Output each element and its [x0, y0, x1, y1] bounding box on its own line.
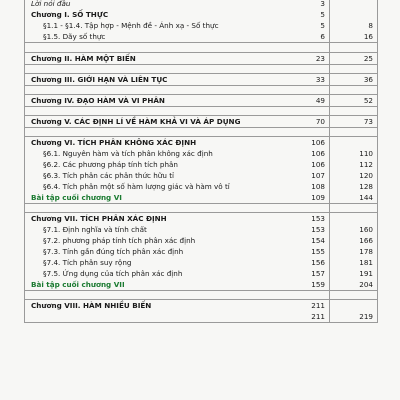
toc-section: [25, 212, 377, 291]
toc-page-number: 23: [315, 54, 325, 63]
block-gap: [25, 86, 377, 94]
toc-entry-title: Chương VI. TÍCH PHÂN KHÔNG XÁC ĐỊNH: [31, 138, 197, 147]
toc-solution-page-number: 144: [359, 193, 373, 202]
toc-page-number: 6: [320, 32, 325, 41]
toc-row-chapter: [25, 53, 377, 64]
toc-page-number: 108: [311, 182, 325, 191]
toc-entry-title: Chương IV. ĐẠO HÀM VÀ VI PHÂN: [31, 96, 165, 105]
toc-entry-title: §7.1. Định nghĩa và tính chất: [43, 225, 147, 234]
toc-row-sub: [25, 170, 377, 181]
toc-solution-page-number: 110: [359, 149, 373, 158]
toc-page-number: 211: [311, 301, 325, 310]
toc-row-chapter: [25, 116, 377, 127]
toc-solution-page-number: 219: [359, 312, 373, 321]
toc-entry-title: §6.1. Nguyên hàm và tích phân không xác định: [43, 149, 213, 158]
toc-page-number: 5: [320, 10, 325, 19]
toc-entry-title: Bài tập cuối chương VII: [31, 280, 125, 289]
toc-row-sub: [25, 311, 377, 322]
toc-row-chapter: [25, 213, 377, 224]
toc-solution-page-number: 73: [363, 117, 373, 126]
toc-page-number: 106: [311, 138, 325, 147]
toc-page-number: 106: [311, 149, 325, 158]
toc-row-chapter: [25, 300, 377, 311]
toc-row-sub: [25, 20, 377, 31]
toc-solution-page-number: 128: [359, 182, 373, 191]
toc-entry-title: Chương I. SỐ THỰC: [31, 10, 109, 19]
block-gap: [25, 291, 377, 299]
toc-solution-page-number: 160: [359, 225, 373, 234]
toc-solution-page-number: 52: [363, 96, 373, 105]
toc-solution-page-number: 181: [359, 258, 373, 267]
toc-page-number: 153: [311, 225, 325, 234]
toc-solution-page-number: 120: [359, 171, 373, 180]
toc-row-sub: [25, 224, 377, 235]
toc-page-number: 3: [320, 0, 325, 8]
toc-entry-title: Chương III. GIỚI HẠN VÀ LIÊN TỤC: [31, 75, 168, 84]
toc-section: [25, 94, 377, 107]
toc-solution-page-number: 191: [359, 269, 373, 278]
toc-row-chapter: [25, 137, 377, 148]
toc-solution-page-number: 16: [363, 32, 373, 41]
toc-solution-page-number: 166: [359, 236, 373, 245]
toc-entry-title: §7.4. Tích phân suy rộng: [43, 258, 132, 267]
table-of-contents: [24, 0, 378, 323]
toc-row-chapter: [25, 9, 377, 20]
toc-row-sub: [25, 235, 377, 246]
toc-section: [25, 0, 377, 43]
toc-entry-title: §7.3. Tính gần đúng tích phân xác định: [43, 247, 184, 256]
toc-page-number: 156: [311, 258, 325, 267]
toc-page-number: 107: [311, 171, 325, 180]
toc-entry-title: Bài tập cuối chương VI: [31, 193, 122, 202]
toc-entry-title: Chương VII. TÍCH PHÂN XÁC ĐỊNH: [31, 214, 167, 223]
toc-entry-title: Chương V. CÁC ĐỊNH LÍ VỀ HÀM KHẢ VI VÀ ÁP DỤNG: [31, 117, 241, 126]
toc-page-number: 154: [311, 236, 325, 245]
toc-page-number: 49: [315, 96, 325, 105]
toc-section: [25, 299, 377, 323]
toc-row-sub: [25, 268, 377, 279]
toc-row-exercise: [25, 279, 377, 290]
toc-section: [25, 115, 377, 128]
toc-entry-title: §7.5. Ứng dụng của tích phân xác định: [43, 269, 183, 278]
toc-solution-page-number: 36: [363, 75, 373, 84]
toc-row-chapter: [25, 74, 377, 85]
toc-row-chapter: [25, 95, 377, 106]
toc-row-italic: [25, 0, 377, 9]
toc-page-number: 159: [311, 280, 325, 289]
toc-entry-title: §1.5. Dãy số thực: [43, 32, 106, 41]
toc-row-sub: [25, 31, 377, 42]
block-gap: [25, 65, 377, 73]
toc-page-number: 5: [320, 21, 325, 30]
block-gap: [25, 204, 377, 212]
toc-row-sub: [25, 181, 377, 192]
toc-entry-title: §1.1 - §1.4. Tập hợp - Mệnh đề - Ánh xạ - Số thực: [43, 21, 219, 30]
toc-entry-title: §6.3. Tích phân các phân thức hữu tỉ: [43, 171, 175, 180]
block-gap: [25, 43, 377, 52]
toc-section: [25, 52, 377, 65]
toc-solution-page-number: 178: [359, 247, 373, 256]
toc-entry-title: Lời nói đầu: [31, 0, 71, 8]
toc-solution-page-number: 8: [368, 21, 373, 30]
block-gap: [25, 107, 377, 115]
toc-section: [25, 73, 377, 86]
toc-entry-title: Chương II. HÀM MỘT BIẾN: [31, 54, 136, 63]
toc-page-number: 109: [311, 193, 325, 202]
toc-page-number: 211: [311, 312, 325, 321]
toc-solution-page-number: 204: [359, 280, 373, 289]
toc-entry-title: Chương VIII. HÀM NHIỀU BIẾN: [31, 301, 152, 310]
toc-row-sub: [25, 246, 377, 257]
toc-page-number: 157: [311, 269, 325, 278]
toc-row-sub: [25, 148, 377, 159]
toc-solution-page-number: 112: [359, 160, 373, 169]
toc-row-sub: [25, 159, 377, 170]
block-gap: [25, 128, 377, 136]
toc-page-number: 155: [311, 247, 325, 256]
toc-entry-title: §6.4. Tích phân một số hàm lượng giác và hàm vô tỉ: [43, 182, 230, 191]
toc-solution-page-number: 25: [363, 54, 373, 63]
toc-entry-title: §6.2. Các phương pháp tính tích phân: [43, 160, 178, 169]
toc-entry-title: §7.2. phương pháp tính tích phân xác định: [43, 236, 196, 245]
toc-page-number: 33: [315, 75, 325, 84]
toc-page-number: 153: [311, 214, 325, 223]
toc-section: [25, 136, 377, 204]
toc-page-number: 70: [315, 117, 325, 126]
toc-row-sub: [25, 257, 377, 268]
toc-row-exercise: [25, 192, 377, 203]
toc-page-number: 106: [311, 160, 325, 169]
